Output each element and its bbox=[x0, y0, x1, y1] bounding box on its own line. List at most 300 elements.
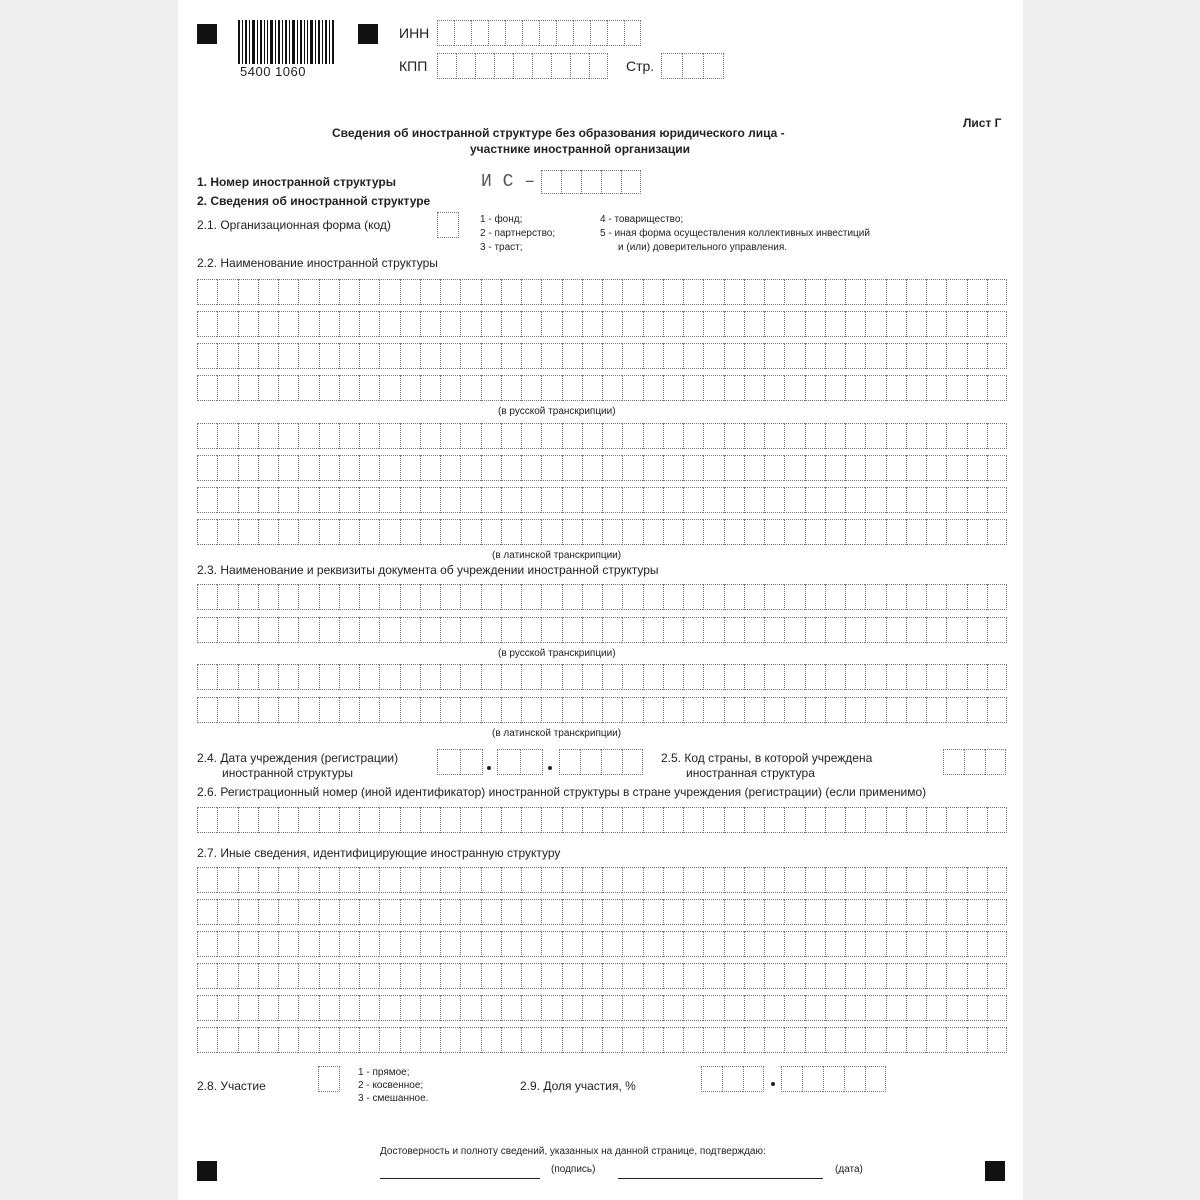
char-cell[interactable] bbox=[926, 931, 946, 957]
char-cell[interactable] bbox=[501, 311, 521, 337]
char-cell[interactable] bbox=[238, 807, 258, 833]
char-cell[interactable] bbox=[359, 423, 379, 449]
char-cell[interactable] bbox=[805, 1027, 825, 1053]
char-cell[interactable] bbox=[643, 375, 663, 401]
char-cell[interactable] bbox=[460, 519, 480, 545]
char-cell[interactable] bbox=[724, 931, 744, 957]
char-cell[interactable] bbox=[622, 995, 642, 1021]
char-cell[interactable] bbox=[319, 697, 339, 723]
char-cell[interactable] bbox=[602, 899, 622, 925]
char-cell[interactable] bbox=[683, 584, 703, 610]
char-cell[interactable] bbox=[278, 697, 298, 723]
char-cell[interactable] bbox=[556, 20, 573, 46]
char-cell[interactable] bbox=[865, 1066, 886, 1092]
char-cell[interactable] bbox=[744, 487, 764, 513]
char-cell[interactable] bbox=[319, 423, 339, 449]
char-cell[interactable] bbox=[359, 995, 379, 1021]
char-cell[interactable] bbox=[437, 53, 456, 79]
char-cell[interactable] bbox=[319, 664, 339, 690]
char-cell[interactable] bbox=[298, 343, 318, 369]
char-cell[interactable] bbox=[197, 807, 217, 833]
char-cell[interactable] bbox=[906, 617, 926, 643]
char-cell[interactable] bbox=[379, 664, 399, 690]
char-cell[interactable] bbox=[845, 455, 865, 481]
char-cell[interactable] bbox=[238, 423, 258, 449]
char-cell[interactable] bbox=[400, 487, 420, 513]
char-cell[interactable] bbox=[825, 584, 845, 610]
char-cell[interactable] bbox=[339, 423, 359, 449]
char-cell[interactable] bbox=[805, 899, 825, 925]
char-cell[interactable] bbox=[460, 487, 480, 513]
char-cell[interactable] bbox=[551, 53, 570, 79]
char-cell[interactable] bbox=[764, 455, 784, 481]
char-cell[interactable] bbox=[987, 584, 1007, 610]
char-cell[interactable] bbox=[886, 455, 906, 481]
char-cell[interactable] bbox=[805, 343, 825, 369]
char-cell[interactable] bbox=[663, 279, 683, 305]
char-cell[interactable] bbox=[481, 375, 501, 401]
char-cell[interactable] bbox=[217, 311, 237, 337]
char-cell[interactable] bbox=[683, 617, 703, 643]
char-cell[interactable] bbox=[865, 343, 885, 369]
char-cell[interactable] bbox=[298, 899, 318, 925]
char-cell[interactable] bbox=[541, 1027, 561, 1053]
char-cell[interactable] bbox=[521, 697, 541, 723]
char-cell[interactable] bbox=[784, 617, 804, 643]
char-cell[interactable] bbox=[400, 455, 420, 481]
char-cell[interactable] bbox=[622, 931, 642, 957]
char-cell[interactable] bbox=[541, 170, 561, 194]
char-cell[interactable] bbox=[440, 697, 460, 723]
char-cell[interactable] bbox=[379, 963, 399, 989]
char-cell[interactable] bbox=[298, 279, 318, 305]
char-cell[interactable] bbox=[582, 807, 602, 833]
char-cell[interactable] bbox=[886, 375, 906, 401]
char-cell[interactable] bbox=[643, 1027, 663, 1053]
char-cell[interactable] bbox=[703, 617, 723, 643]
char-cell[interactable] bbox=[197, 617, 217, 643]
grid-row[interactable] bbox=[197, 343, 1007, 369]
char-cell[interactable] bbox=[643, 995, 663, 1021]
char-cell[interactable] bbox=[946, 343, 966, 369]
char-cell[interactable] bbox=[724, 343, 744, 369]
char-cell[interactable] bbox=[946, 807, 966, 833]
char-cell[interactable] bbox=[582, 343, 602, 369]
char-cell[interactable] bbox=[683, 487, 703, 513]
char-cell[interactable] bbox=[943, 749, 964, 775]
char-cell[interactable] bbox=[703, 455, 723, 481]
char-cell[interactable] bbox=[906, 279, 926, 305]
char-cell[interactable] bbox=[521, 343, 541, 369]
char-cell[interactable] bbox=[886, 617, 906, 643]
char-cell[interactable] bbox=[622, 899, 642, 925]
char-cell[interactable] bbox=[278, 375, 298, 401]
char-cell[interactable] bbox=[744, 423, 764, 449]
char-cell[interactable] bbox=[562, 343, 582, 369]
char-cell[interactable] bbox=[906, 899, 926, 925]
char-cell[interactable] bbox=[319, 807, 339, 833]
char-cell[interactable] bbox=[784, 867, 804, 893]
char-cell[interactable] bbox=[926, 664, 946, 690]
structure-number-field[interactable] bbox=[541, 170, 641, 194]
char-cell[interactable] bbox=[865, 487, 885, 513]
char-cell[interactable] bbox=[845, 867, 865, 893]
char-cell[interactable] bbox=[501, 519, 521, 545]
char-cell[interactable] bbox=[643, 617, 663, 643]
char-cell[interactable] bbox=[724, 807, 744, 833]
char-cell[interactable] bbox=[400, 343, 420, 369]
char-cell[interactable] bbox=[663, 584, 683, 610]
char-cell[interactable] bbox=[764, 664, 784, 690]
char-cell[interactable] bbox=[501, 697, 521, 723]
char-cell[interactable] bbox=[278, 995, 298, 1021]
char-cell[interactable] bbox=[298, 487, 318, 513]
grid-row[interactable] bbox=[197, 1027, 1007, 1053]
char-cell[interactable] bbox=[724, 455, 744, 481]
char-cell[interactable] bbox=[643, 423, 663, 449]
char-cell[interactable] bbox=[683, 423, 703, 449]
char-cell[interactable] bbox=[946, 867, 966, 893]
char-cell[interactable] bbox=[825, 664, 845, 690]
char-cell[interactable] bbox=[541, 279, 561, 305]
char-cell[interactable] bbox=[643, 311, 663, 337]
char-cell[interactable] bbox=[319, 375, 339, 401]
char-cell[interactable] bbox=[481, 423, 501, 449]
char-cell[interactable] bbox=[845, 487, 865, 513]
char-cell[interactable] bbox=[400, 995, 420, 1021]
char-cell[interactable] bbox=[601, 170, 621, 194]
char-cell[interactable] bbox=[967, 899, 987, 925]
char-cell[interactable] bbox=[217, 375, 237, 401]
char-cell[interactable] bbox=[683, 931, 703, 957]
char-cell[interactable] bbox=[967, 963, 987, 989]
char-cell[interactable] bbox=[622, 311, 642, 337]
char-cell[interactable] bbox=[298, 455, 318, 481]
char-cell[interactable] bbox=[319, 455, 339, 481]
char-cell[interactable] bbox=[400, 311, 420, 337]
char-cell[interactable] bbox=[400, 279, 420, 305]
char-cell[interactable] bbox=[501, 867, 521, 893]
char-cell[interactable] bbox=[784, 899, 804, 925]
char-cell[interactable] bbox=[238, 995, 258, 1021]
char-cell[interactable] bbox=[865, 899, 885, 925]
char-cell[interactable] bbox=[379, 931, 399, 957]
char-cell[interactable] bbox=[298, 867, 318, 893]
char-cell[interactable] bbox=[501, 963, 521, 989]
char-cell[interactable] bbox=[562, 1027, 582, 1053]
char-cell[interactable] bbox=[946, 455, 966, 481]
char-cell[interactable] bbox=[825, 279, 845, 305]
char-cell[interactable] bbox=[541, 963, 561, 989]
char-cell[interactable] bbox=[805, 963, 825, 989]
char-cell[interactable] bbox=[217, 279, 237, 305]
char-cell[interactable] bbox=[825, 1027, 845, 1053]
char-cell[interactable] bbox=[987, 899, 1007, 925]
char-cell[interactable] bbox=[703, 899, 723, 925]
char-cell[interactable] bbox=[258, 617, 278, 643]
char-cell[interactable] bbox=[764, 311, 784, 337]
grid-row[interactable] bbox=[197, 664, 1007, 690]
char-cell[interactable] bbox=[967, 311, 987, 337]
char-cell[interactable] bbox=[663, 995, 683, 1021]
char-cell[interactable] bbox=[825, 697, 845, 723]
char-cell[interactable] bbox=[643, 279, 663, 305]
char-cell[interactable] bbox=[541, 343, 561, 369]
char-cell[interactable] bbox=[825, 343, 845, 369]
char-cell[interactable] bbox=[886, 519, 906, 545]
char-cell[interactable] bbox=[964, 749, 985, 775]
char-cell[interactable] bbox=[559, 749, 580, 775]
char-cell[interactable] bbox=[703, 423, 723, 449]
char-cell[interactable] bbox=[582, 311, 602, 337]
char-cell[interactable] bbox=[562, 807, 582, 833]
char-cell[interactable] bbox=[906, 311, 926, 337]
char-cell[interactable] bbox=[420, 899, 440, 925]
char-cell[interactable] bbox=[906, 931, 926, 957]
char-cell[interactable] bbox=[784, 311, 804, 337]
char-cell[interactable] bbox=[521, 963, 541, 989]
char-cell[interactable] bbox=[258, 1027, 278, 1053]
char-cell[interactable] bbox=[724, 899, 744, 925]
char-cell[interactable] bbox=[481, 664, 501, 690]
char-cell[interactable] bbox=[400, 697, 420, 723]
char-cell[interactable] bbox=[764, 423, 784, 449]
char-cell[interactable] bbox=[217, 807, 237, 833]
char-cell[interactable] bbox=[379, 807, 399, 833]
char-cell[interactable] bbox=[865, 664, 885, 690]
char-cell[interactable] bbox=[682, 53, 703, 79]
char-cell[interactable] bbox=[258, 343, 278, 369]
char-cell[interactable] bbox=[197, 931, 217, 957]
char-cell[interactable] bbox=[379, 617, 399, 643]
char-cell[interactable] bbox=[501, 807, 521, 833]
char-cell[interactable] bbox=[703, 664, 723, 690]
grid-row[interactable] bbox=[197, 279, 1007, 305]
char-cell[interactable] bbox=[521, 375, 541, 401]
char-cell[interactable] bbox=[238, 455, 258, 481]
char-cell[interactable] bbox=[440, 1027, 460, 1053]
char-cell[interactable] bbox=[865, 1027, 885, 1053]
char-cell[interactable] bbox=[319, 963, 339, 989]
char-cell[interactable] bbox=[420, 867, 440, 893]
char-cell[interactable] bbox=[865, 584, 885, 610]
char-cell[interactable] bbox=[238, 375, 258, 401]
char-cell[interactable] bbox=[845, 931, 865, 957]
char-cell[interactable] bbox=[501, 1027, 521, 1053]
char-cell[interactable] bbox=[298, 311, 318, 337]
char-cell[interactable] bbox=[460, 664, 480, 690]
char-cell[interactable] bbox=[886, 807, 906, 833]
grid-row[interactable] bbox=[197, 423, 1007, 449]
char-cell[interactable] bbox=[825, 963, 845, 989]
char-cell[interactable] bbox=[764, 519, 784, 545]
char-cell[interactable] bbox=[764, 931, 784, 957]
char-cell[interactable] bbox=[602, 867, 622, 893]
char-cell[interactable] bbox=[339, 455, 359, 481]
char-cell[interactable] bbox=[906, 455, 926, 481]
char-cell[interactable] bbox=[488, 20, 505, 46]
char-cell[interactable] bbox=[420, 279, 440, 305]
char-cell[interactable] bbox=[643, 584, 663, 610]
char-cell[interactable] bbox=[967, 697, 987, 723]
char-cell[interactable] bbox=[744, 455, 764, 481]
char-cell[interactable] bbox=[886, 899, 906, 925]
char-cell[interactable] bbox=[521, 867, 541, 893]
char-cell[interactable] bbox=[197, 1027, 217, 1053]
char-cell[interactable] bbox=[683, 343, 703, 369]
char-cell[interactable] bbox=[359, 519, 379, 545]
char-cell[interactable] bbox=[197, 519, 217, 545]
char-cell[interactable] bbox=[319, 343, 339, 369]
char-cell[interactable] bbox=[683, 899, 703, 925]
char-cell[interactable] bbox=[805, 807, 825, 833]
char-cell[interactable] bbox=[744, 697, 764, 723]
char-cell[interactable] bbox=[602, 455, 622, 481]
char-cell[interactable] bbox=[420, 455, 440, 481]
char-cell[interactable] bbox=[967, 343, 987, 369]
char-cell[interactable] bbox=[481, 279, 501, 305]
char-cell[interactable] bbox=[460, 867, 480, 893]
char-cell[interactable] bbox=[440, 584, 460, 610]
char-cell[interactable] bbox=[460, 311, 480, 337]
char-cell[interactable] bbox=[825, 423, 845, 449]
char-cell[interactable] bbox=[197, 455, 217, 481]
char-cell[interactable] bbox=[987, 697, 1007, 723]
char-cell[interactable] bbox=[946, 584, 966, 610]
grid-row[interactable] bbox=[197, 584, 1007, 610]
char-cell[interactable] bbox=[590, 20, 607, 46]
char-cell[interactable] bbox=[643, 807, 663, 833]
char-cell[interactable] bbox=[683, 807, 703, 833]
char-cell[interactable] bbox=[845, 584, 865, 610]
char-cell[interactable] bbox=[278, 279, 298, 305]
char-cell[interactable] bbox=[501, 487, 521, 513]
char-cell[interactable] bbox=[845, 279, 865, 305]
char-cell[interactable] bbox=[521, 584, 541, 610]
char-cell[interactable] bbox=[278, 899, 298, 925]
char-cell[interactable] bbox=[683, 995, 703, 1021]
char-cell[interactable] bbox=[278, 807, 298, 833]
char-cell[interactable] bbox=[460, 343, 480, 369]
char-cell[interactable] bbox=[278, 584, 298, 610]
char-cell[interactable] bbox=[602, 487, 622, 513]
char-cell[interactable] bbox=[339, 899, 359, 925]
char-cell[interactable] bbox=[967, 867, 987, 893]
char-cell[interactable] bbox=[825, 375, 845, 401]
char-cell[interactable] bbox=[238, 899, 258, 925]
char-cell[interactable] bbox=[339, 963, 359, 989]
char-cell[interactable] bbox=[906, 697, 926, 723]
char-cell[interactable] bbox=[359, 931, 379, 957]
char-cell[interactable] bbox=[845, 807, 865, 833]
char-cell[interactable] bbox=[602, 423, 622, 449]
char-cell[interactable] bbox=[319, 1027, 339, 1053]
char-cell[interactable] bbox=[197, 963, 217, 989]
page-number-field[interactable] bbox=[661, 53, 724, 79]
char-cell[interactable] bbox=[562, 423, 582, 449]
char-cell[interactable] bbox=[440, 931, 460, 957]
char-cell[interactable] bbox=[339, 1027, 359, 1053]
char-cell[interactable] bbox=[987, 311, 1007, 337]
char-cell[interactable] bbox=[844, 1066, 865, 1092]
char-cell[interactable] bbox=[420, 617, 440, 643]
char-cell[interactable] bbox=[400, 867, 420, 893]
char-cell[interactable] bbox=[744, 931, 764, 957]
char-cell[interactable] bbox=[562, 584, 582, 610]
char-cell[interactable] bbox=[539, 20, 556, 46]
char-cell[interactable] bbox=[298, 664, 318, 690]
char-cell[interactable] bbox=[379, 1027, 399, 1053]
char-cell[interactable] bbox=[541, 697, 561, 723]
char-cell[interactable] bbox=[946, 899, 966, 925]
grid-row[interactable] bbox=[197, 995, 1007, 1021]
char-cell[interactable] bbox=[562, 899, 582, 925]
char-cell[interactable] bbox=[845, 423, 865, 449]
char-cell[interactable] bbox=[744, 617, 764, 643]
char-cell[interactable] bbox=[359, 584, 379, 610]
char-cell[interactable] bbox=[987, 867, 1007, 893]
char-cell[interactable] bbox=[541, 423, 561, 449]
char-cell[interactable] bbox=[339, 664, 359, 690]
char-cell[interactable] bbox=[359, 617, 379, 643]
char-cell[interactable] bbox=[359, 455, 379, 481]
char-cell[interactable] bbox=[278, 963, 298, 989]
char-cell[interactable] bbox=[521, 617, 541, 643]
char-cell[interactable] bbox=[805, 664, 825, 690]
char-cell[interactable] bbox=[197, 279, 217, 305]
char-cell[interactable] bbox=[580, 749, 601, 775]
char-cell[interactable] bbox=[420, 311, 440, 337]
char-cell[interactable] bbox=[845, 963, 865, 989]
char-cell[interactable] bbox=[985, 749, 1006, 775]
char-cell[interactable] bbox=[643, 343, 663, 369]
char-cell[interactable] bbox=[906, 963, 926, 989]
char-cell[interactable] bbox=[481, 697, 501, 723]
char-cell[interactable] bbox=[501, 584, 521, 610]
char-cell[interactable] bbox=[278, 423, 298, 449]
date-year-field[interactable] bbox=[559, 749, 643, 775]
char-cell[interactable] bbox=[805, 584, 825, 610]
char-cell[interactable] bbox=[379, 697, 399, 723]
char-cell[interactable] bbox=[724, 867, 744, 893]
char-cell[interactable] bbox=[865, 423, 885, 449]
char-cell[interactable] bbox=[217, 867, 237, 893]
char-cell[interactable] bbox=[379, 279, 399, 305]
char-cell[interactable] bbox=[481, 455, 501, 481]
char-cell[interactable] bbox=[298, 807, 318, 833]
char-cell[interactable] bbox=[481, 931, 501, 957]
char-cell[interactable] bbox=[886, 423, 906, 449]
date-day-field[interactable] bbox=[437, 749, 483, 775]
char-cell[interactable] bbox=[865, 995, 885, 1021]
char-cell[interactable] bbox=[379, 487, 399, 513]
char-cell[interactable] bbox=[217, 963, 237, 989]
char-cell[interactable] bbox=[987, 963, 1007, 989]
char-cell[interactable] bbox=[258, 931, 278, 957]
char-cell[interactable] bbox=[906, 343, 926, 369]
char-cell[interactable] bbox=[906, 807, 926, 833]
char-cell[interactable] bbox=[967, 584, 987, 610]
char-cell[interactable] bbox=[298, 931, 318, 957]
char-cell[interactable] bbox=[379, 995, 399, 1021]
char-cell[interactable] bbox=[906, 423, 926, 449]
char-cell[interactable] bbox=[319, 584, 339, 610]
char-cell[interactable] bbox=[602, 963, 622, 989]
char-cell[interactable] bbox=[258, 375, 278, 401]
char-cell[interactable] bbox=[541, 664, 561, 690]
char-cell[interactable] bbox=[197, 584, 217, 610]
char-cell[interactable] bbox=[764, 584, 784, 610]
